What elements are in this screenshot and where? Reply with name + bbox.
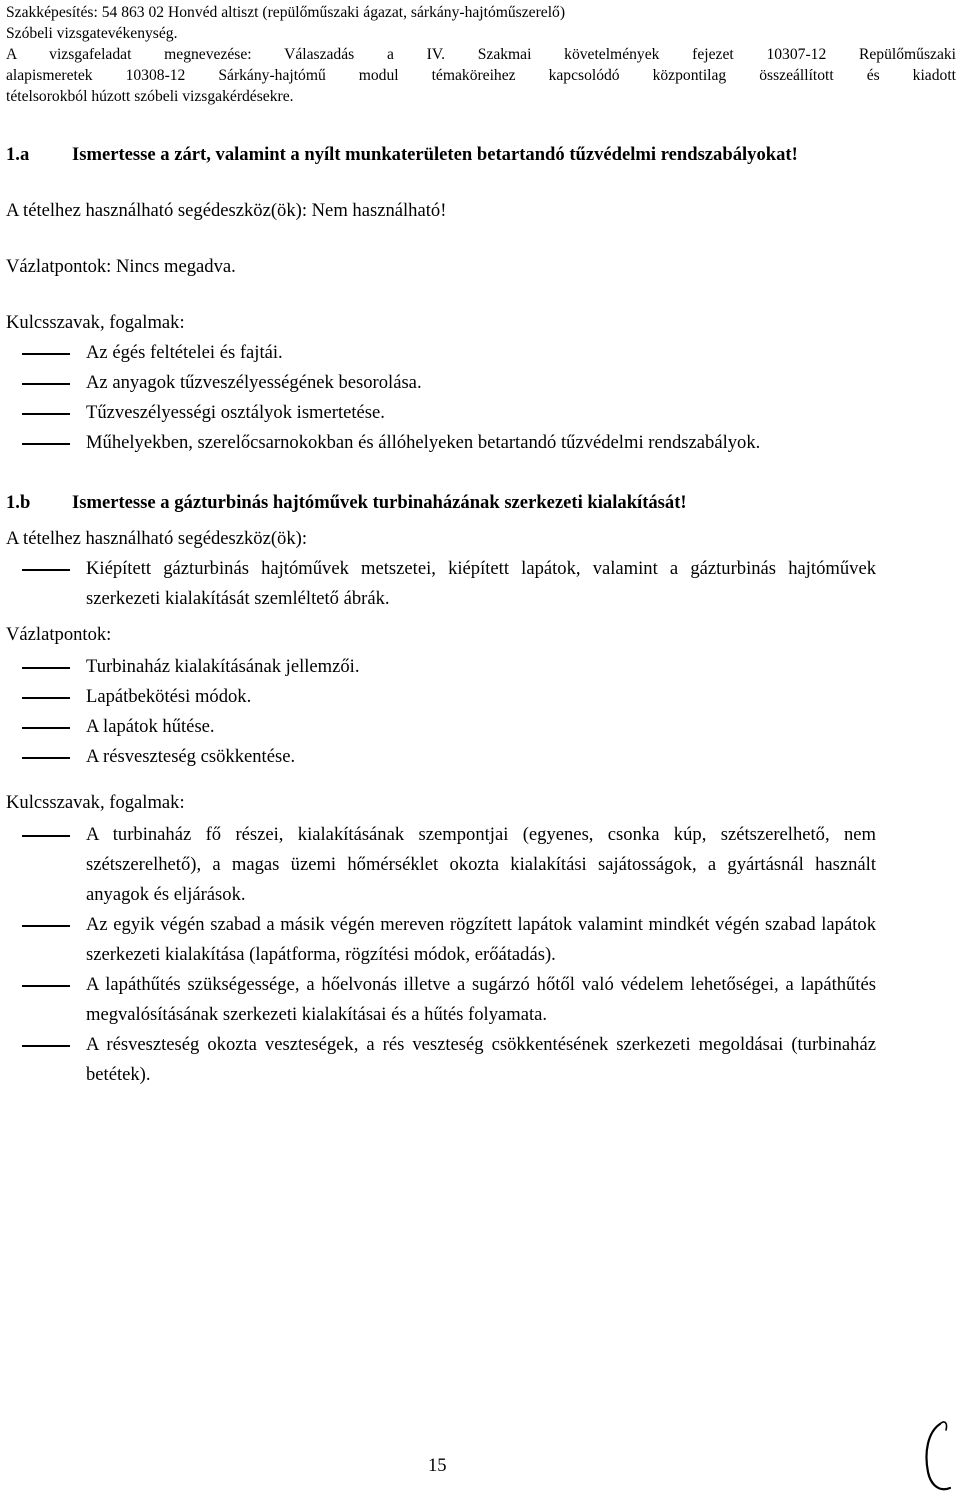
list-item: Az anyagok tűzveszélyességének besorolása. [6, 368, 876, 398]
task-b-title-text: Ismertesse a gázturbinás hajtóművek turbinaházának szerkezeti kialakítását! [72, 492, 687, 513]
list-item: Kiépített gázturbinás hajtóművek metszetei, kiépített lapátok, valamint a gázturbinás hajtóművek szerkezeti kialakítását szemléltető ábrák. [6, 554, 876, 614]
header-task-name-2: alapismeretek 10308-12 Sárkány-hajtómű modul témaköreihez kapcsolódó központilag összeállított és kiadott [6, 67, 956, 84]
list-item: Tűzveszélyességi osztályok ismertetése. [6, 398, 876, 428]
task-a-number: 1.a [6, 144, 30, 165]
document-body [6, 140, 876, 1090]
task-b-tools-label: A tételhez használható segédeszköz(ök): [6, 528, 307, 549]
header-qualification: Szakképesítés: 54 863 02 Honvéd altiszt (repülőműszaki ágazat, sárkány-hajtóműszerelő) [6, 4, 566, 21]
header-task-name-3: tételsorokból húzott szóbeli vizsgakérdésekre. [6, 88, 294, 105]
task-b-keywords-list [6, 820, 876, 1090]
list-item: Az égés feltételei és fajtái. [6, 338, 876, 368]
task-a-title [6, 140, 876, 170]
page-header [6, 2, 956, 107]
list-item: Turbinaház kialakításának jellemzői. [6, 652, 876, 682]
task-a-keywords-label: Kulcsszavak, fogalmak: [6, 312, 185, 333]
list-item: Műhelyekben, szerelőcsarnokokban és állóhelyeken betartandó tűzvédelmi rendszabályok. [6, 428, 876, 458]
header-activity: Szóbeli vizsgatevékenység. [6, 25, 178, 42]
task-b-number: 1.b [6, 492, 31, 513]
list-item: Az egyik végén szabad a másik végén mereven rögzített lapátok valamint mindkét végén szabad lapátok szerkezeti kialakítása (lapátforma, rögzítési módok, erőátadás). [6, 910, 876, 970]
task-a-tools: A tételhez használható segédeszköz(ök): Nem használható! [6, 200, 447, 221]
list-item: A résveszteség csökkentése. [6, 742, 876, 772]
list-item: A turbinaház fő részei, kialakításának szempontjai (egyenes, csonka kúp, szétszerelhető, nem szétszerelhető), a magas üzemi hőmérséklet okozta kialakítási sajátosságok, a gyártásnál használt anyagok és eljárások. [6, 820, 876, 910]
task-a-keywords-list [6, 338, 876, 458]
task-b-title [6, 488, 876, 518]
task-b-tools-list [6, 554, 876, 614]
list-item: Lapátbekötési módok. [6, 682, 876, 712]
task-b-outline-list [6, 652, 876, 772]
task-b-keywords-label: Kulcsszavak, fogalmak: [6, 792, 185, 813]
signature-mark-icon [920, 1418, 956, 1496]
list-item: A lapáthűtés szükségessége, a hőelvonás illetve a sugárzó hőtől való védelem lehetőségei, a lapáthűtés megvalósításának szerkezeti kialakításai és a hűtés folyamata. [6, 970, 876, 1030]
task-b-outline-label: Vázlatpontok: [6, 624, 112, 645]
task-a-title-text: Ismertesse a zárt, valamint a nyílt munkaterületen betartandó tűzvédelmi rendszabályokat! [72, 144, 798, 165]
task-a-outline: Vázlatpontok: Nincs megadva. [6, 256, 236, 277]
list-item: A lapátok hűtése. [6, 712, 876, 742]
list-item: A résveszteség okozta veszteségek, a rés veszteség csökkentésének szerkezeti megoldásai (turbinaház betétek). [6, 1030, 876, 1090]
page-number: 15 [428, 1455, 447, 1476]
header-task-name-1: A vizsgafeladat megnevezése: Válaszadás a IV. Szakmai követelmények fejezet 10307-12 Repülőműszaki [6, 46, 956, 63]
